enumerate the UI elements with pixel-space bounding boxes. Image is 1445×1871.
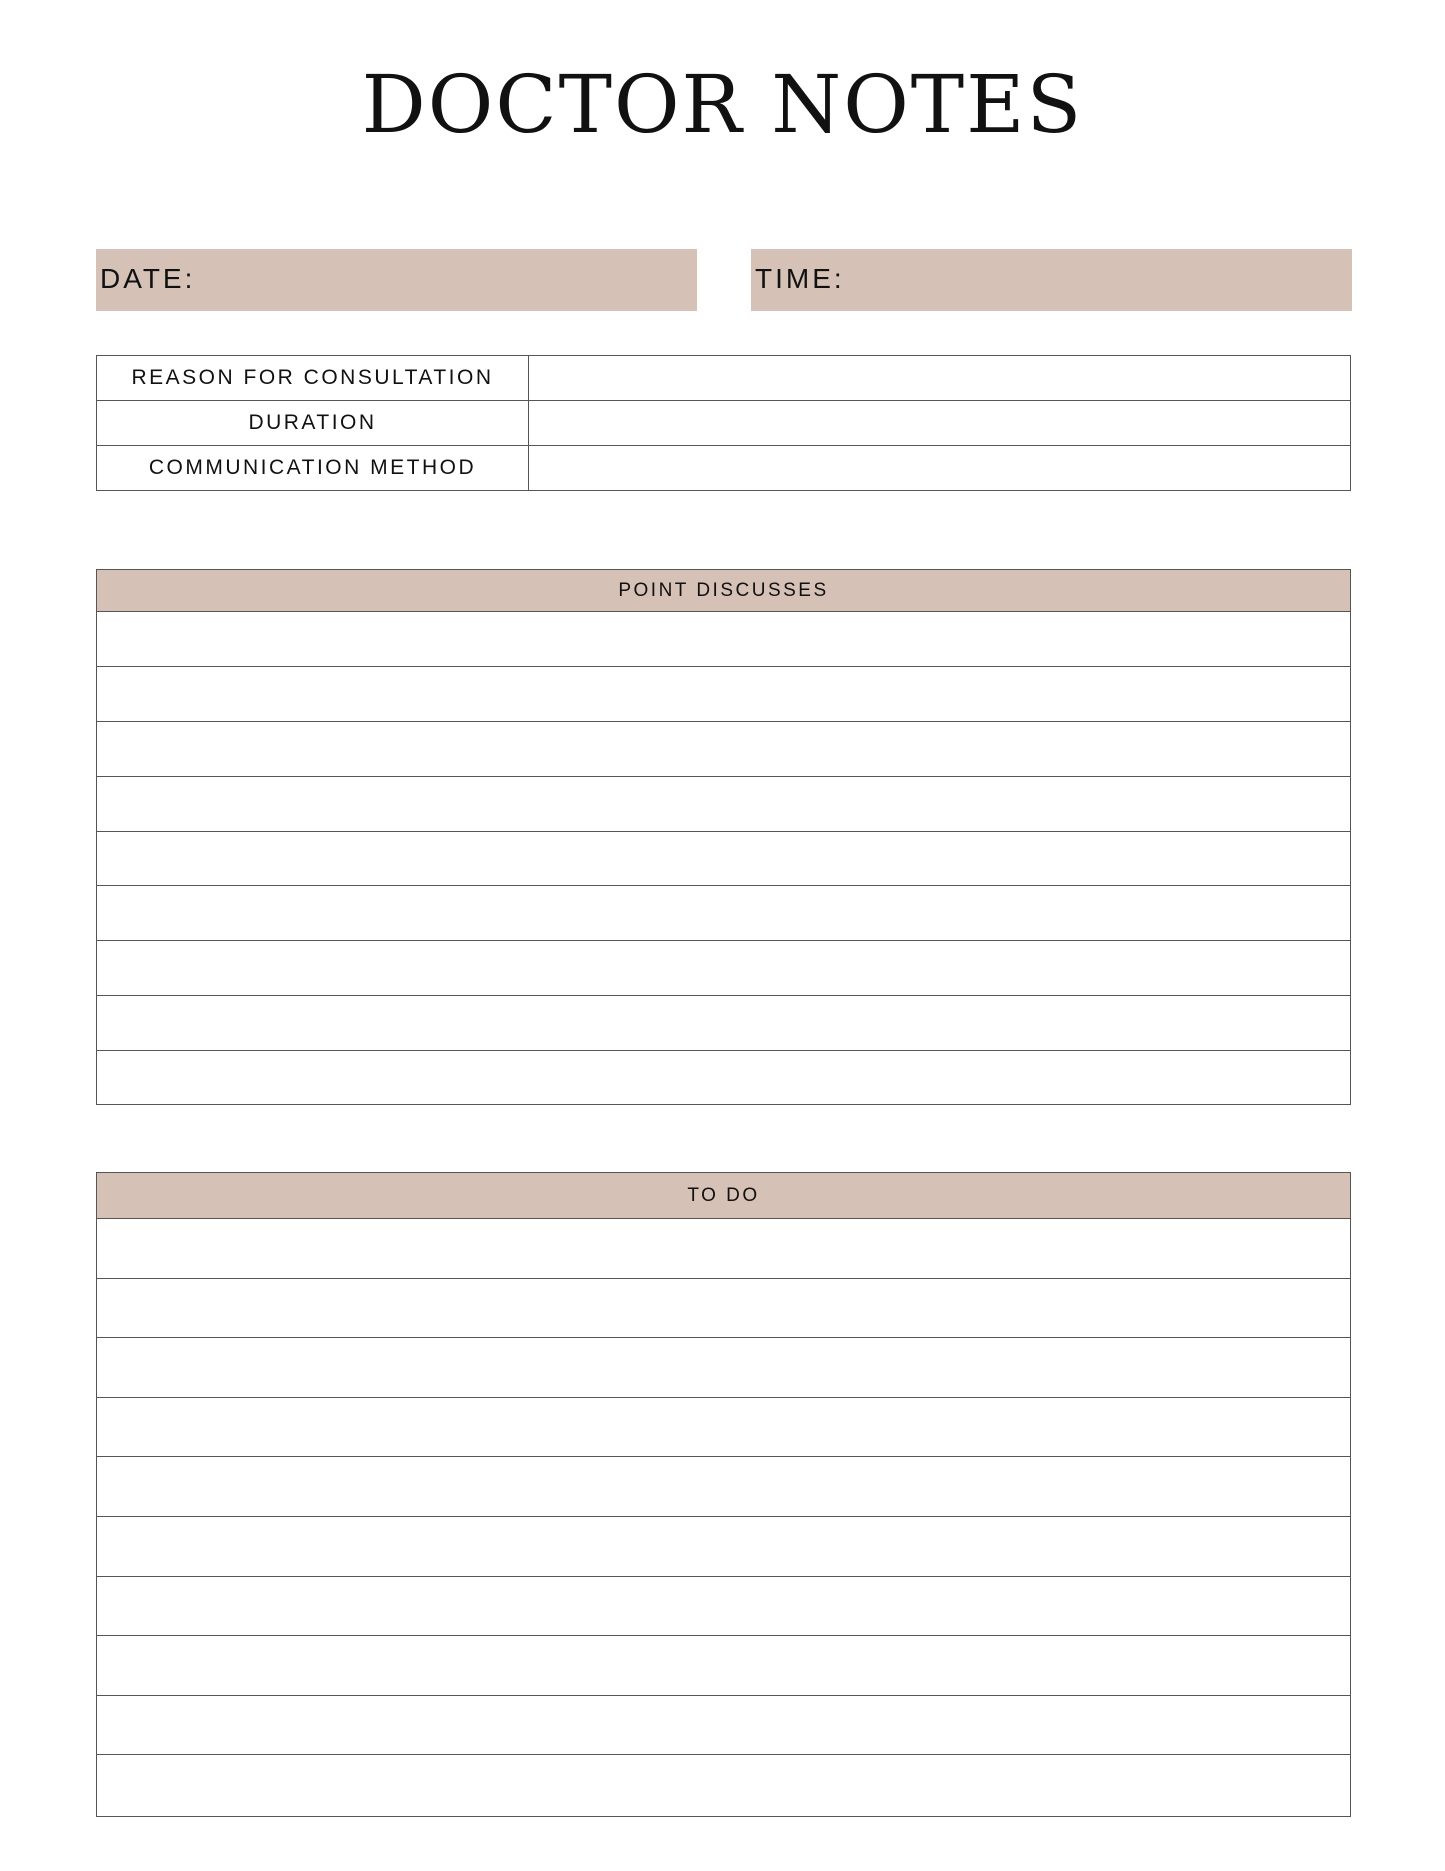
- writing-line[interactable]: [97, 1636, 1350, 1696]
- date-label: DATE:: [100, 263, 196, 294]
- time-field[interactable]: [751, 249, 1352, 311]
- writing-line[interactable]: [97, 667, 1350, 722]
- writing-line[interactable]: [97, 1051, 1350, 1106]
- writing-line[interactable]: [97, 1755, 1350, 1815]
- writing-line[interactable]: [97, 777, 1350, 832]
- writing-line[interactable]: [97, 1338, 1350, 1398]
- writing-line[interactable]: [97, 1457, 1350, 1517]
- writing-line[interactable]: [97, 1577, 1350, 1637]
- date-field[interactable]: [96, 249, 697, 311]
- writing-line[interactable]: [97, 1398, 1350, 1458]
- page-title: DOCTOR NOTES: [361, 58, 1084, 151]
- reason-label: REASON FOR CONSULTATION: [97, 356, 529, 401]
- communication-method-label: COMMUNICATION METHOD: [97, 446, 529, 491]
- writing-line[interactable]: [97, 1279, 1350, 1339]
- todo-lines: [97, 1219, 1350, 1815]
- writing-line[interactable]: [97, 996, 1350, 1051]
- writing-line[interactable]: [97, 1696, 1350, 1756]
- writing-line[interactable]: [97, 612, 1350, 667]
- writing-line[interactable]: [97, 722, 1350, 777]
- points-discussed-lines: [97, 612, 1350, 1106]
- points-discussed-header: POINT DISCUSSES: [97, 570, 1350, 612]
- todo-section: [96, 1172, 1351, 1817]
- writing-line[interactable]: [97, 1517, 1350, 1577]
- writing-line[interactable]: [97, 1219, 1350, 1279]
- todo-header: TO DO: [97, 1173, 1350, 1219]
- time-label: TIME:: [755, 263, 845, 294]
- duration-label: DURATION: [97, 401, 529, 446]
- table-row: [97, 356, 1351, 401]
- writing-line[interactable]: [97, 941, 1350, 996]
- writing-line[interactable]: [97, 886, 1350, 941]
- writing-line[interactable]: [97, 832, 1350, 887]
- consultation-info-table: [96, 355, 1351, 491]
- points-discussed-section: [96, 569, 1351, 1105]
- table-row: [97, 401, 1351, 446]
- duration-value-cell[interactable]: [529, 401, 1351, 446]
- table-row: [97, 446, 1351, 491]
- reason-value-cell[interactable]: [529, 356, 1351, 401]
- communication-method-value-cell[interactable]: [529, 446, 1351, 491]
